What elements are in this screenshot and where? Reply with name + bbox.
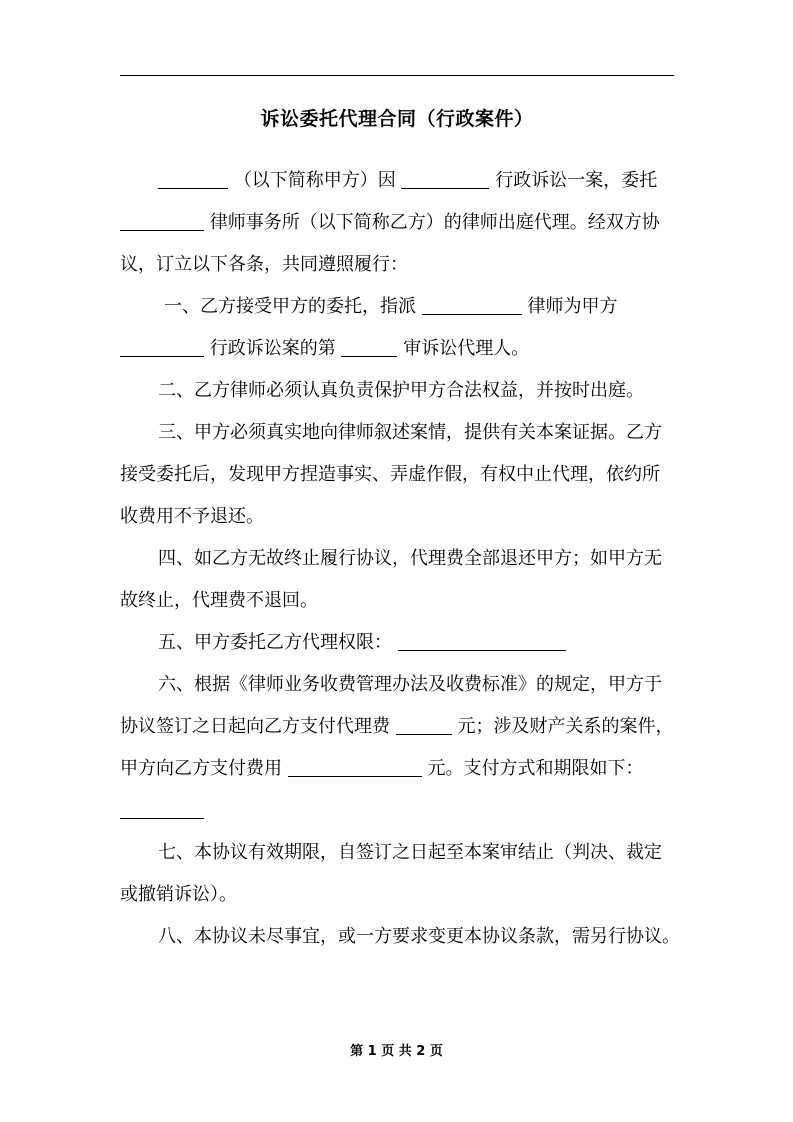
clause-6-line-3 xyxy=(120,748,674,790)
clause-8: 八、本协议未尽事宜，或一方要求变更本协议条款，需另行协议。 xyxy=(158,926,680,947)
clause-3-line-2: 接受委托后，发现甲方捏造事实、弄虚作假，有权中止代理，依约所 xyxy=(120,464,660,485)
payment-terms-blank[interactable] xyxy=(120,796,204,819)
clause-5-text: 五、甲方委托乙方代理权限： xyxy=(158,632,392,653)
clause-6-line-2 xyxy=(120,706,674,748)
intro-text-1b: 行政诉讼一案，委托 xyxy=(495,170,658,191)
clause-3-line-3: 收费用不予退还。 xyxy=(120,506,264,527)
clause-1-line-2 xyxy=(120,328,674,370)
clause-5 xyxy=(120,622,674,664)
intro-text-2: 律师事务所（以下简称乙方）的律师出庭代理。经双方协 xyxy=(209,212,660,233)
intro-line-3: 议，订立以下各条，共同遵照履行： xyxy=(120,254,408,275)
clause-1-text-d: 审诉讼代理人。 xyxy=(403,338,530,359)
law-firm-blank[interactable] xyxy=(120,208,204,231)
case-blank-2[interactable] xyxy=(120,334,204,357)
instance-blank[interactable] xyxy=(341,334,397,357)
clause-6-line-1: 六、根据《律师业务收费管理办法及收费标准》的规定，甲方于 xyxy=(158,674,662,695)
clause-6-text-b: 元；涉及财产关系的案件， xyxy=(457,716,674,737)
party-a-blank[interactable] xyxy=(158,166,228,189)
document-title: 诉讼委托代理合同（行政案件） xyxy=(260,108,534,130)
clause-2: 二、乙方律师必须认真负责保护甲方合法权益，并按时出庭。 xyxy=(158,380,644,401)
authority-scope-blank[interactable] xyxy=(398,628,566,651)
clause-6-line-4 xyxy=(120,790,674,832)
clause-1-text-b: 律师为甲方 xyxy=(527,296,618,317)
clause-4-line-2: 故终止，代理费不退回。 xyxy=(120,590,318,611)
intro-line-1 xyxy=(120,160,674,202)
intro-text-1a: （以下简称甲方）因 xyxy=(233,170,396,191)
header-rule xyxy=(120,75,674,76)
page-number: 第 1 页 共 2 页 xyxy=(350,1044,443,1059)
clause-7-line-2: 或撤销诉讼）。 xyxy=(120,884,237,905)
case-name-blank[interactable] xyxy=(401,166,489,189)
clause-1-line-1 xyxy=(120,286,674,328)
property-fee-blank[interactable] xyxy=(288,754,422,777)
clause-4-line-1: 四、如乙方无故终止履行协议，代理费全部退还甲方；如甲方无 xyxy=(158,548,662,569)
clause-6-text-a: 协议签订之日起向乙方支付代理费 xyxy=(120,716,390,737)
intro-line-2 xyxy=(120,202,674,244)
clause-3-line-1: 三、甲方必须真实地向律师叙述案情，提供有关本案证据。乙方 xyxy=(158,422,662,443)
clause-6-text-c: 甲方向乙方支付费用 xyxy=(120,758,282,779)
document-body xyxy=(120,160,680,958)
clause-1-text-a: 一、乙方接受甲方的委托，指派 xyxy=(164,296,416,317)
agency-fee-blank[interactable] xyxy=(396,712,452,735)
clause-6-text-d: 元。支付方式和期限如下： xyxy=(427,758,644,779)
lawyer-name-blank[interactable] xyxy=(422,292,522,315)
clause-1-text-c: 行政诉讼案的第 xyxy=(209,338,336,359)
clause-7-line-1: 七、本协议有效期限，自签订之日起至本案审结止（判决、裁定 xyxy=(158,842,662,863)
